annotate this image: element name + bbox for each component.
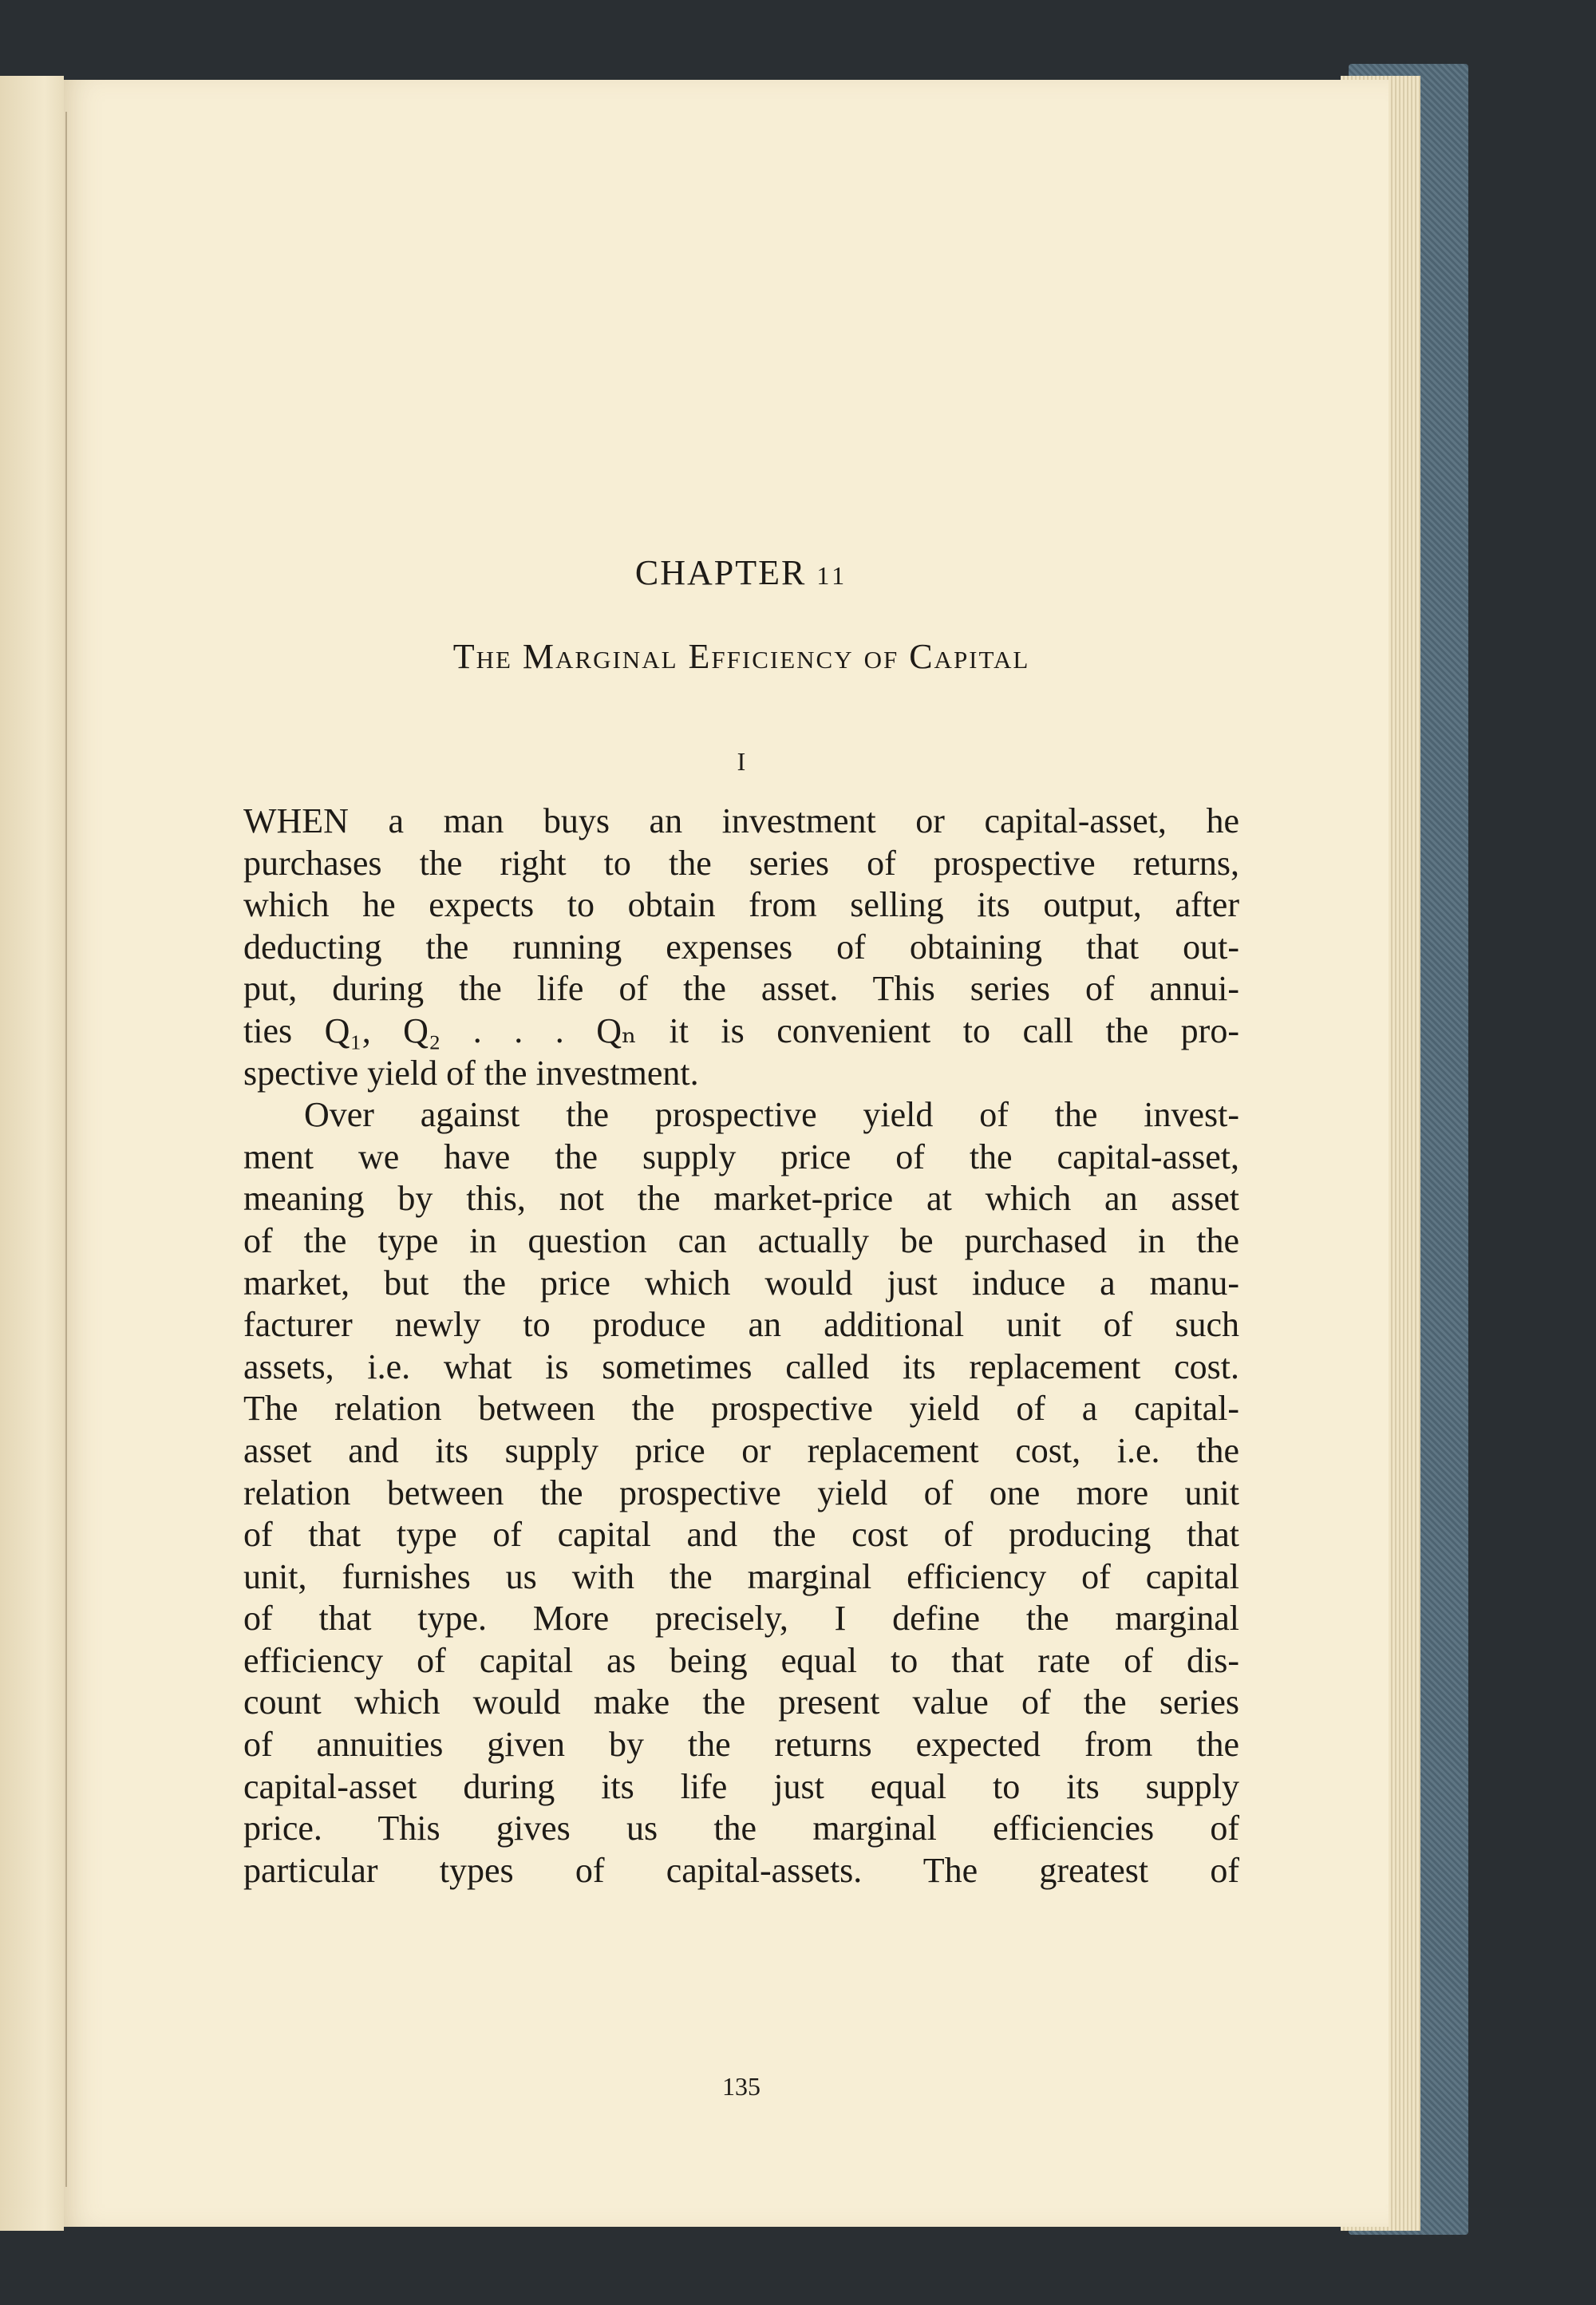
- text-line: price. This gives us the marginal efficiencies of: [243, 1809, 1239, 1848]
- text-line: of that type. More precisely, I define the marginal: [243, 1599, 1239, 1639]
- body-text: [243, 801, 1239, 1892]
- text-line: put, during the life of the asset. This series of annui-: [243, 969, 1239, 1009]
- text-line: spective yield of the investment.: [243, 1053, 699, 1093]
- text-line: asset and its supply price or replacement cost, i.e. the: [243, 1430, 1239, 1470]
- chapter-label: CHAPTER: [634, 553, 807, 592]
- text-line: ment we have the supply price of the capital-asset,: [243, 1137, 1239, 1176]
- text-line: of the type in question can actually be purchased in the: [243, 1220, 1239, 1260]
- text-line: purchases the right to the series of prospective returns,: [243, 843, 1239, 883]
- text-line: of that type of capital and the cost of producing that: [243, 1515, 1239, 1555]
- left-page-edge: [0, 76, 64, 2231]
- text-line: meaning by this, not the market-price at which an asset: [243, 1179, 1239, 1219]
- text-line: ties Q₁, Q₂ . . . Qₙ it is convenient to call the pro-: [243, 1010, 1239, 1050]
- text-line: The relation between the prospective yield of a capital-: [243, 1389, 1239, 1429]
- text-line: Over against the prospective yield of the invest-: [304, 1095, 1239, 1135]
- text-line: efficiency of capital as being equal to that rate of dis-: [243, 1640, 1239, 1680]
- text-line: facturer newly to produce an additional unit of such: [243, 1305, 1239, 1345]
- text-line: which he expects to obtain from selling its output, after: [243, 885, 1239, 925]
- gutter-line: [65, 112, 67, 2187]
- text-line: count which would make the present value of the series: [243, 1682, 1239, 1722]
- text-line: market, but the price which would just induce a manu-: [243, 1263, 1239, 1303]
- text-line: capital-asset during its life just equal to its supply: [243, 1766, 1239, 1806]
- text-line: assets, i.e. what is sometimes called its replacement cost.: [243, 1346, 1239, 1386]
- section-number: I: [737, 747, 746, 776]
- text-line: particular types of capital-assets. The greatest of: [243, 1850, 1239, 1890]
- text-line: WHEN a man buys an investment or capital-asset, he: [243, 801, 1239, 840]
- text-line: unit, furnishes us with the marginal efficiency of capital: [243, 1556, 1239, 1596]
- book-page: [64, 80, 1389, 2227]
- chapter-title: The Marginal Efficiency of Capital: [452, 637, 1030, 676]
- text-line: of annuities given by the returns expected from the: [243, 1725, 1239, 1765]
- chapter-number: 11: [816, 561, 848, 590]
- text-line: relation between the prospective yield of one more unit: [243, 1473, 1239, 1512]
- text-line: deducting the running expenses of obtaining that out-: [243, 927, 1239, 967]
- chapter-heading: [243, 552, 1239, 593]
- page-number: 135: [722, 2072, 760, 2101]
